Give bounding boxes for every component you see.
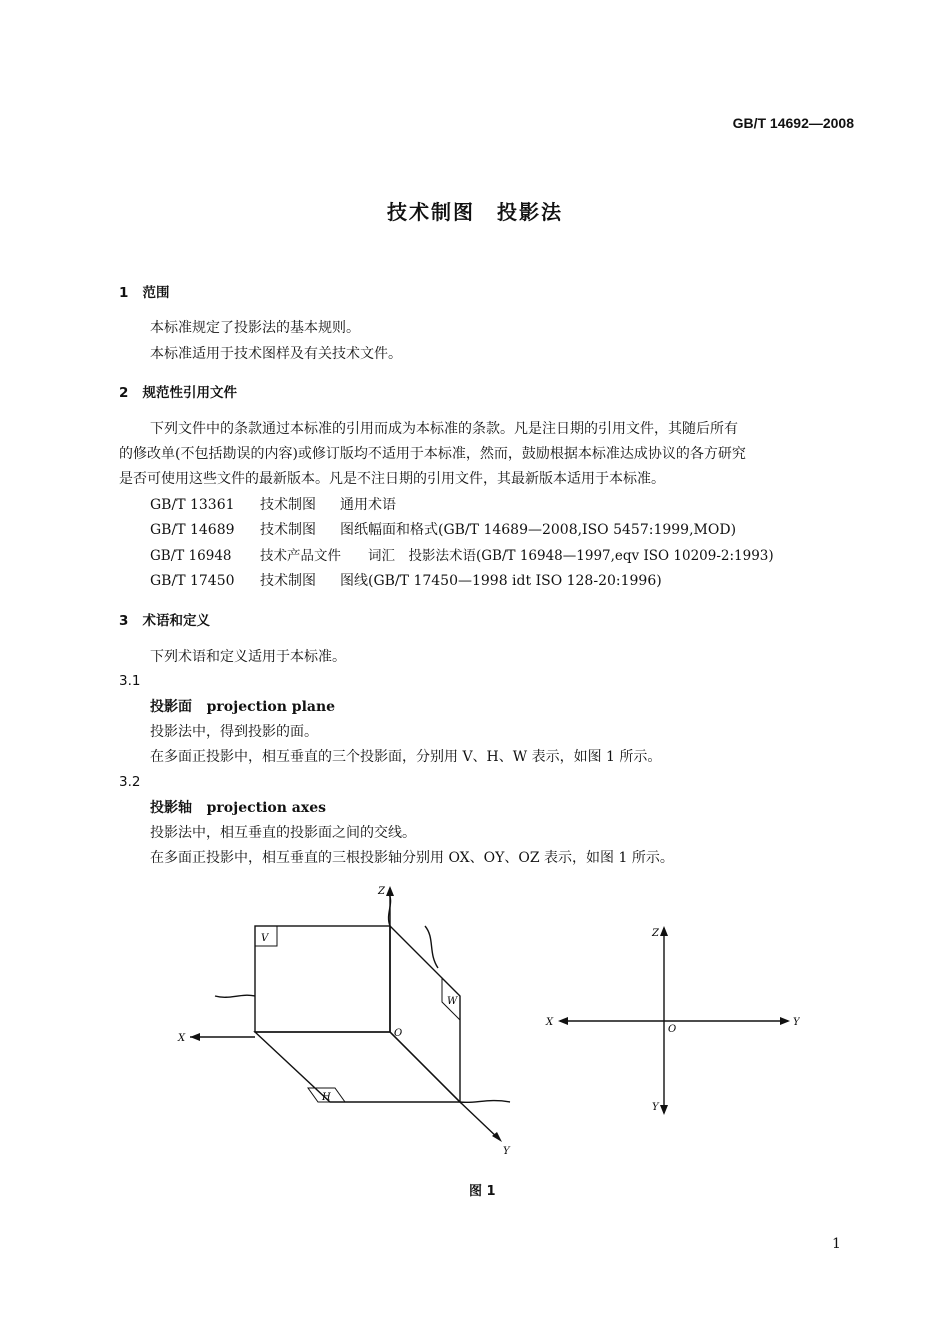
reference-subtitle: 通用术语	[340, 497, 396, 513]
reference-item	[150, 570, 662, 590]
term-zh: 投影面	[150, 699, 192, 715]
section-title: 规范性引用文件	[142, 385, 238, 401]
origin-label: O	[394, 1028, 403, 1039]
x-arrow-icon	[190, 1033, 200, 1041]
term-definition: 投影法中，得到投影的面。	[150, 724, 318, 740]
section-number: 3	[119, 613, 129, 629]
term-heading	[150, 797, 326, 817]
y-down-label: Y	[652, 1102, 659, 1113]
section-1-heading	[119, 281, 170, 301]
paragraph-line: 是否可使用这些文件的最新版本。凡是不注日期的引用文件，其最新版本适用于本标准。	[119, 471, 665, 487]
x-arrow-icon	[558, 1017, 568, 1025]
z-arrow-icon	[386, 886, 394, 896]
reference-subtitle: 词汇 投影法术语(GB/T 16948—1997,eqv ISO 10209-2:1993)	[368, 548, 774, 564]
reference-title: 技术制图	[260, 573, 316, 589]
h-label: H	[322, 1092, 331, 1103]
reference-title: 技术制图	[260, 497, 316, 513]
term-en: projection plane	[206, 699, 336, 715]
y-label: Y	[503, 1146, 510, 1157]
term-number: 3.1	[119, 673, 141, 689]
x-label: X	[546, 1017, 554, 1028]
section-title: 范围	[142, 285, 170, 301]
y-label: Y	[793, 1017, 800, 1028]
section-title: 术语和定义	[142, 613, 211, 629]
term-number: 3.2	[119, 774, 141, 790]
paragraph: 本标准适用于技术图样及有关技术文件。	[150, 346, 402, 362]
reference-title: 技术制图	[260, 522, 316, 538]
reference-item	[150, 494, 396, 514]
reference-code: GB/T 13361	[150, 497, 235, 513]
term-heading	[150, 696, 335, 716]
reference-item	[150, 544, 774, 564]
figure-caption: 图 1	[469, 1184, 496, 1199]
z-label: Z	[378, 886, 385, 897]
z-label: Z	[652, 928, 659, 939]
term-note: 在多面正投影中，相互垂直的三根投影轴分别用 OX、OY、OZ 表示，如图 1 所示。	[150, 850, 674, 866]
break-edge	[460, 1101, 510, 1103]
h-plane	[255, 1032, 460, 1102]
section-3-heading	[119, 609, 210, 629]
term-en: projection axes	[206, 800, 327, 816]
paragraph-line: 的修改单(不包括勘误的内容)或修订版均不适用于本标准，然而，鼓励根据本标准达成协议的各方研究	[119, 446, 746, 462]
reference-code: GB/T 16948	[150, 548, 232, 564]
term-definition: 投影法中，相互垂直的投影面之间的交线。	[150, 825, 416, 841]
unfolded-axes-diagram	[540, 918, 800, 1118]
y-arrow-icon	[780, 1017, 790, 1025]
w-plane	[390, 926, 460, 1102]
projection-planes-diagram	[170, 878, 520, 1163]
paragraph: 下列术语和定义适用于本标准。	[150, 649, 346, 665]
page-number: 1	[832, 1236, 841, 1252]
paragraph: 本标准规定了投影法的基本规则。	[150, 320, 360, 336]
w-label: W	[447, 996, 458, 1007]
x-label: X	[178, 1033, 186, 1044]
section-number: 1	[119, 285, 129, 301]
v-plane	[255, 926, 390, 1032]
term-note: 在多面正投影中，相互垂直的三个投影面，分别用 V、H、W 表示，如图 1 所示。	[150, 749, 662, 765]
reference-item	[150, 519, 736, 539]
reference-code: GB/T 14689	[150, 522, 235, 538]
reference-code: GB/T 17450	[150, 573, 235, 589]
v-label: V	[261, 933, 269, 944]
break-edge	[215, 995, 255, 997]
paragraph-line: 下列文件中的条款通过本标准的引用而成为本标准的条款。凡是注日期的引用文件，其随后所有	[150, 421, 738, 437]
break-edge	[425, 926, 438, 968]
standard-number: GB/T 14692—2008	[732, 115, 854, 131]
term-zh: 投影轴	[150, 800, 192, 816]
y-down-arrow-icon	[660, 1105, 668, 1115]
section-2-heading	[119, 381, 237, 401]
section-number: 2	[119, 385, 129, 401]
origin-label: O	[668, 1024, 677, 1035]
y-axis	[460, 1102, 500, 1140]
z-arrow-icon	[660, 926, 668, 936]
reference-subtitle: 图线(GB/T 17450—1998 idt ISO 128-20:1996)	[340, 573, 662, 589]
reference-subtitle: 图纸幅面和格式(GB/T 14689—2008,ISO 5457:1999,MOD)	[340, 522, 737, 538]
page-title: 技术制图 投影法	[387, 200, 563, 224]
reference-title: 技术产品文件	[260, 548, 341, 564]
